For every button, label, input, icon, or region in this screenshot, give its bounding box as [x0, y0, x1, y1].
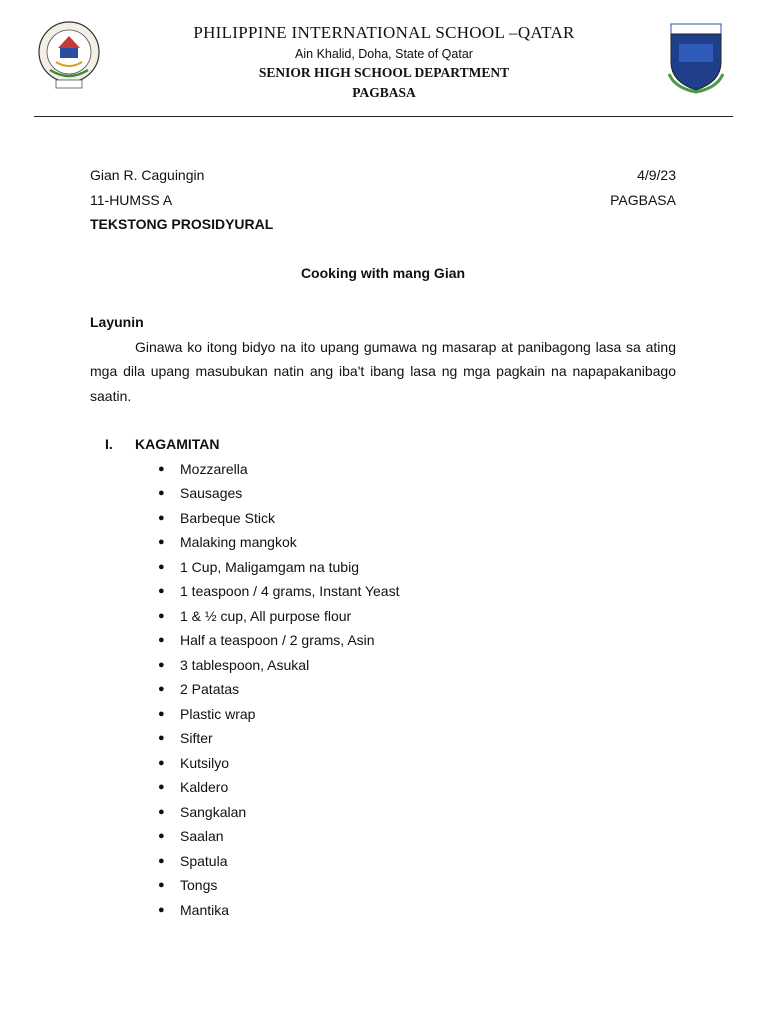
layunin-paragraph: Ginawa ko itong bidyo na ito upang gumawa ng masarap at panibagong lasa sa ating mga dila upang masubukan natin ang iba't ibang lasa ng mga pagkain na napapakanibago saatin. — [90, 338, 676, 404]
bullet-icon: ● — [158, 462, 165, 475]
subject-name: PAGBASA — [352, 85, 416, 100]
list-item-text: Malaking mangkok — [180, 534, 297, 550]
section-title: KAGAMITAN — [135, 436, 220, 452]
list-item — [158, 849, 676, 874]
list-item-text: Kaldero — [180, 779, 229, 795]
bullet-icon: ● — [158, 830, 165, 842]
list-item — [158, 530, 676, 555]
list-item-text: Barbeque Stick — [180, 509, 275, 526]
list-item-text: Tongs — [180, 877, 218, 893]
school-seal-logo — [38, 18, 100, 96]
list-item-text: Half a teaspoon / 2 grams, Asin — [180, 632, 375, 648]
bullet-icon: ● — [158, 781, 165, 793]
list-item-text: 3 tablespoon, Asukal — [180, 656, 310, 673]
list-item — [158, 677, 676, 702]
list-item — [158, 481, 676, 506]
bullet-icon: ● — [158, 805, 165, 818]
list-item-text: Sangkalan — [180, 803, 247, 820]
bullet-icon: ● — [158, 879, 165, 891]
list-item-text: 2 Patatas — [180, 681, 240, 697]
list-item-text: Plastic wrap — [180, 705, 256, 722]
list-item-text: Spatula — [180, 852, 228, 869]
header-row-1 — [90, 163, 676, 188]
student-section: 11-HUMSS A — [90, 191, 173, 208]
bullet-icon: ● — [158, 732, 165, 744]
document-date: 4/9/23 — [637, 167, 676, 183]
kagamitan-list — [90, 457, 676, 923]
list-item — [158, 555, 676, 580]
list-item — [158, 702, 676, 727]
letterhead — [0, 0, 768, 120]
bullet-icon: ● — [158, 854, 165, 867]
list-item-text: Saalan — [180, 828, 224, 844]
list-item-text: 1 & ½ cup, All purpose flour — [180, 607, 352, 624]
list-item — [158, 824, 676, 849]
school-heading — [140, 22, 628, 103]
list-item — [158, 726, 676, 751]
header-row-2 — [90, 188, 676, 213]
bullet-icon: ● — [158, 609, 165, 622]
student-name: Gian R. Caguingin — [90, 167, 205, 183]
list-item — [158, 751, 676, 776]
bullet-icon: ● — [158, 560, 165, 573]
bullet-icon: ● — [158, 683, 165, 695]
list-item — [158, 579, 676, 604]
layunin-heading: Layunin — [90, 314, 144, 330]
list-item-text: 1 Cup, Maligamgam na tubig — [180, 558, 359, 575]
bullet-icon: ● — [158, 658, 165, 671]
list-item — [158, 873, 676, 898]
bullet-icon: ● — [158, 585, 165, 597]
document-title: Cooking with mang Gian — [300, 265, 466, 281]
bullet-icon: ● — [158, 487, 165, 499]
list-item — [158, 775, 676, 800]
document-body — [90, 163, 676, 922]
kagamitan-heading — [90, 432, 676, 457]
bullet-icon: ● — [158, 536, 165, 548]
list-item-text: Sausages — [180, 485, 243, 501]
list-item — [158, 898, 676, 923]
document-type: TEKSTONG PROSIDYURAL — [90, 216, 274, 232]
list-item — [158, 800, 676, 825]
school-name: PHILIPPINE INTERNATIONAL SCHOOL –QATAR — [193, 23, 575, 42]
shs-shield-logo — [665, 22, 727, 94]
bullet-icon: ● — [158, 511, 165, 524]
list-item — [158, 604, 676, 629]
header-divider — [34, 116, 733, 117]
bullet-icon: ● — [158, 634, 165, 646]
school-address: Ain Khalid, Doha, State of Qatar — [295, 47, 473, 61]
list-item-text: 1 teaspoon / 4 grams, Instant Yeast — [180, 583, 400, 599]
list-item-text: Sifter — [180, 730, 213, 746]
department-name: SENIOR HIGH SCHOOL DEPARTMENT — [258, 65, 510, 80]
list-item — [158, 457, 676, 482]
list-item-text: Kutsilyo — [180, 754, 230, 771]
list-item — [158, 628, 676, 653]
list-item — [158, 506, 676, 531]
bullet-icon: ● — [158, 707, 165, 720]
list-item-text: Mozzarella — [180, 460, 248, 477]
list-item — [158, 653, 676, 678]
bullet-icon: ● — [158, 903, 165, 916]
section-numeral: I. — [105, 436, 113, 452]
list-item-text: Mantika — [180, 901, 230, 918]
document-subject: PAGBASA — [610, 191, 676, 208]
bullet-icon: ● — [158, 756, 165, 769]
